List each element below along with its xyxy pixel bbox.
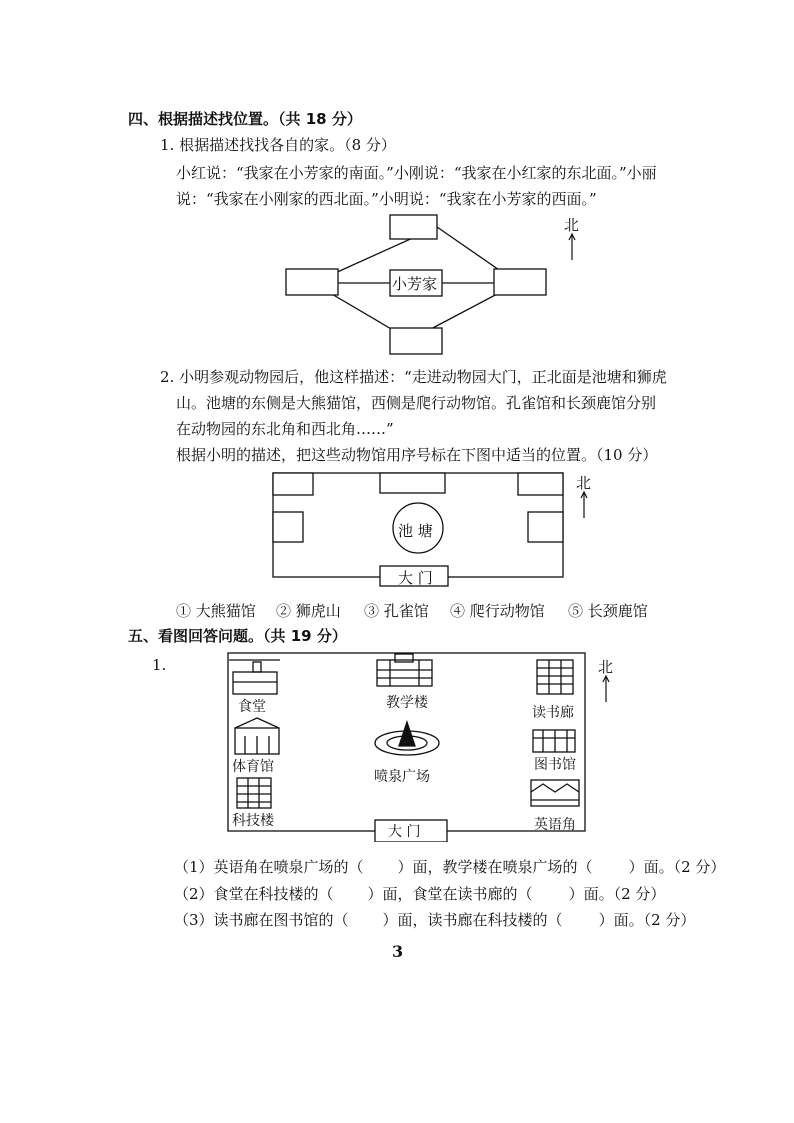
zoo-slot-north[interactable] [380, 473, 445, 493]
reading-corridor-icon [537, 660, 573, 694]
pond-label: 池 塘 [398, 522, 433, 540]
english-corner-label: 英语角 [534, 817, 576, 833]
question-1-part-a: （1）英语角在喷泉广场的（ [174, 858, 364, 876]
map-north-label: 北 [598, 658, 614, 676]
houses-diagram [280, 210, 610, 360]
gym-label: 体育馆 [232, 759, 274, 775]
house-box-north[interactable] [390, 215, 437, 239]
question-1-part-b: ）面，教学楼在喷泉广场的（ [397, 858, 593, 876]
zoo-gate-label: 大 门 [398, 569, 433, 587]
north-arrow-icon [566, 232, 578, 262]
question-2 [174, 883, 665, 904]
north-label: 北 [564, 216, 580, 234]
library-label: 图书馆 [534, 757, 576, 773]
q2-instruction: 根据小明的描述，把这些动物馆用序号标在下图中适当的位置。（10 分） [176, 446, 658, 464]
question-2-part-c: ）面。（2 分） [568, 885, 666, 903]
question-2-part-a: （2）食堂在科技楼的（ [174, 885, 334, 903]
tech-building-label: 科技楼 [232, 813, 274, 829]
canteen-label: 食堂 [238, 699, 266, 715]
q1-text-line-1: 小红说：“我家在小芳家的南面。”小刚说：“我家在小红家的东北面。”小丽 [176, 164, 657, 182]
english-corner-icon [531, 780, 579, 806]
question-3 [174, 909, 695, 930]
option-1: ① 大熊猫馆 [176, 602, 256, 620]
zoo-slot-northwest[interactable] [273, 473, 313, 495]
tech-building-icon [237, 778, 271, 808]
zoo-north-label: 北 [576, 474, 592, 492]
q2-text-line-1: 2. 小明参观动物园后，他这样描述：“走进动物园大门，正北面是池塘和狮虎 [160, 368, 667, 386]
zoo-slot-east[interactable] [528, 512, 563, 542]
q2-text-line-3: 在动物园的东北角和西北角……” [176, 420, 394, 438]
house-box-south[interactable] [390, 328, 442, 354]
option-3: ③ 孔雀馆 [364, 602, 429, 620]
section-5-title: 五、看图回答问题。（共 19 分） [128, 627, 347, 645]
xiaofang-house-label: 小芳家 [392, 275, 438, 293]
teaching-building-icon [377, 654, 432, 686]
fountain-icon [375, 722, 439, 755]
question-1-part-c: ）面。（2 分） [628, 858, 726, 876]
house-box-east[interactable] [494, 269, 546, 295]
house-box-west[interactable] [286, 269, 338, 295]
q1-title: 1. 根据描述找找各自的家。（8 分） [160, 136, 396, 154]
q1-text-line-2: 说：“我家在小刚家的西北面。”小明说：“我家在小芳家的西面。” [176, 190, 597, 208]
library-icon [533, 730, 575, 752]
question-3-part-b: ）面，读书廊在科技楼的（ [382, 911, 563, 929]
page-number: 3 [392, 942, 404, 961]
q2-text-line-2: 山。池塘的东侧是大熊猫馆，西侧是爬行动物馆。孔雀馆和长颈鹿馆分别 [176, 394, 657, 412]
zoo-slot-northeast[interactable] [518, 473, 563, 495]
zoo-north-arrow-icon [578, 490, 590, 520]
option-4: ④ 爬行动物馆 [450, 602, 545, 620]
zoo-slot-west[interactable] [273, 512, 303, 542]
option-2: ② 狮虎山 [276, 602, 341, 620]
question-3-part-c: ）面。（2 分） [598, 911, 696, 929]
question-1 [174, 856, 725, 877]
option-5: ⑤ 长颈鹿馆 [568, 602, 648, 620]
fountain-label: 喷泉广场 [374, 769, 430, 785]
section-5-question-number: 1. [152, 656, 167, 674]
map-north-arrow-icon [600, 674, 612, 704]
reading-corridor-label: 读书廊 [532, 705, 574, 721]
section-4-title: 四、根据描述找位置。（共 18 分） [128, 110, 362, 128]
gym-icon [235, 718, 279, 754]
question-3-part-a: （3）读书廊在图书馆的（ [174, 911, 349, 929]
teaching-building-label: 教学楼 [386, 695, 428, 711]
canteen-icon [229, 660, 280, 694]
question-2-part-b: ）面，食堂在读书廊的（ [367, 885, 533, 903]
school-gate-label: 大 门 [388, 824, 421, 840]
